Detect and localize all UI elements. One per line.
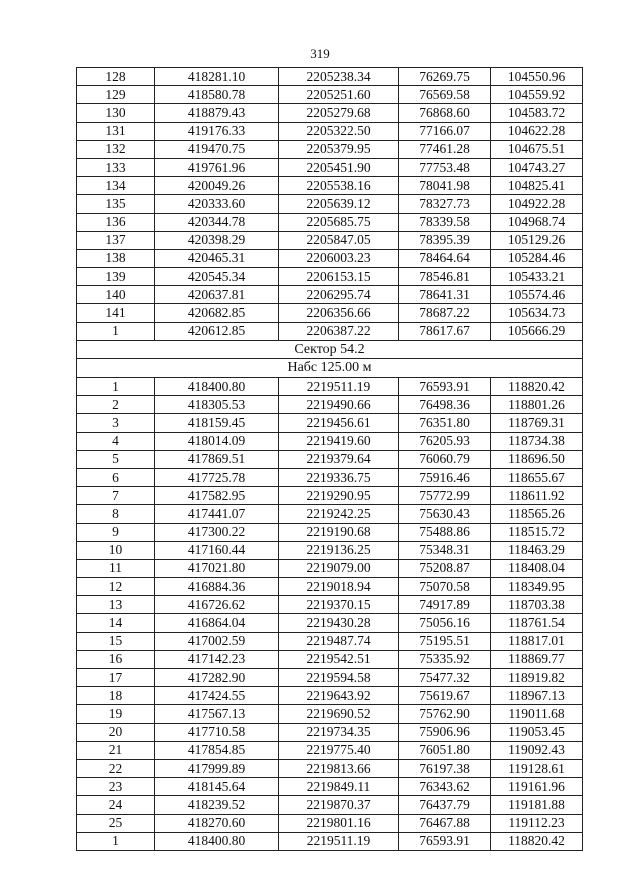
y-coordinate-cell: 2219690.52 [279,705,399,723]
x-local-cell: 77753.48 [399,158,491,176]
y-coordinate-cell: 2205639.12 [279,195,399,213]
x-local-cell: 78546.81 [399,268,491,286]
x-coordinate-cell: 418580.78 [155,86,279,104]
x-local-cell: 76060.79 [399,450,491,468]
point-number-cell: 133 [77,158,155,176]
point-number-cell: 25 [77,814,155,832]
x-coordinate-cell: 417424.55 [155,687,279,705]
x-coordinate-cell: 417710.58 [155,723,279,741]
section-header [77,340,583,377]
x-coordinate-cell: 417999.89 [155,759,279,777]
x-local-cell: 78339.58 [399,213,491,231]
table-row [77,450,583,468]
x-coordinate-cell: 417854.85 [155,741,279,759]
y-coordinate-cell: 2219136.25 [279,541,399,559]
y-local-cell: 104583.72 [491,104,583,122]
x-coordinate-cell: 420049.26 [155,177,279,195]
table-row [77,195,583,213]
point-number-cell: 132 [77,140,155,158]
point-number-cell: 24 [77,796,155,814]
table-row [77,632,583,650]
y-coordinate-cell: 2219190.68 [279,523,399,541]
x-local-cell: 74917.89 [399,596,491,614]
x-local-cell: 76593.91 [399,832,491,850]
table-row [77,432,583,450]
x-local-cell: 75335.92 [399,650,491,668]
x-local-cell: 78041.98 [399,177,491,195]
table-row [77,669,583,687]
y-coordinate-cell: 2206387.22 [279,322,399,340]
point-number-cell: 129 [77,86,155,104]
table-row [77,778,583,796]
y-coordinate-cell: 2219430.28 [279,614,399,632]
table-row [77,487,583,505]
y-coordinate-cell: 2219290.95 [279,487,399,505]
y-local-cell: 118769.31 [491,414,583,432]
point-number-cell: 140 [77,286,155,304]
y-local-cell: 118408.04 [491,559,583,577]
section-height: Набс 125.00 м [77,359,583,378]
x-coordinate-cell: 417021.80 [155,559,279,577]
point-number-cell: 14 [77,614,155,632]
x-local-cell: 78687.22 [399,304,491,322]
x-local-cell: 75348.31 [399,541,491,559]
y-local-cell: 118734.38 [491,432,583,450]
point-number-cell: 20 [77,723,155,741]
x-local-cell: 75056.16 [399,614,491,632]
y-local-cell: 118967.13 [491,687,583,705]
y-coordinate-cell: 2219018.94 [279,578,399,596]
x-coordinate-cell: 420344.78 [155,213,279,231]
x-local-cell: 75208.87 [399,559,491,577]
x-coordinate-cell: 416864.04 [155,614,279,632]
table-row [77,396,583,414]
y-coordinate-cell: 2205238.34 [279,68,399,86]
y-local-cell: 119112.23 [491,814,583,832]
x-coordinate-cell: 417282.90 [155,669,279,687]
point-number-cell: 18 [77,687,155,705]
y-local-cell: 104743.27 [491,158,583,176]
y-local-cell: 105284.46 [491,249,583,267]
table-row [77,86,583,104]
x-local-cell: 75070.58 [399,578,491,596]
table-row [77,614,583,632]
y-coordinate-cell: 2219490.66 [279,396,399,414]
y-local-cell: 105666.29 [491,322,583,340]
x-local-cell: 76269.75 [399,68,491,86]
x-local-cell: 75906.96 [399,723,491,741]
y-coordinate-cell: 2219849.11 [279,778,399,796]
x-local-cell: 76343.62 [399,778,491,796]
x-local-cell: 75477.32 [399,669,491,687]
x-coordinate-cell: 417582.95 [155,487,279,505]
table-row [77,177,583,195]
table-row [77,249,583,267]
point-number-cell: 8 [77,505,155,523]
y-coordinate-cell: 2205685.75 [279,213,399,231]
point-number-cell: 5 [77,450,155,468]
x-local-cell: 75488.86 [399,523,491,541]
table-row [77,723,583,741]
x-coordinate-cell: 418281.10 [155,68,279,86]
x-coordinate-cell: 418305.53 [155,396,279,414]
table-row [77,705,583,723]
x-coordinate-cell: 418159.45 [155,414,279,432]
y-local-cell: 119053.45 [491,723,583,741]
table-row [77,741,583,759]
point-number-cell: 19 [77,705,155,723]
table-section-2 [77,378,583,851]
y-local-cell: 104825.41 [491,177,583,195]
x-local-cell: 76593.91 [399,378,491,396]
y-coordinate-cell: 2219775.40 [279,741,399,759]
y-coordinate-cell: 2219813.66 [279,759,399,777]
point-number-cell: 22 [77,759,155,777]
table-row [77,505,583,523]
y-coordinate-cell: 2219511.19 [279,832,399,850]
y-local-cell: 118820.42 [491,378,583,396]
x-coordinate-cell: 417567.13 [155,705,279,723]
x-local-cell: 75762.90 [399,705,491,723]
x-coordinate-cell: 418400.80 [155,832,279,850]
table-row [77,578,583,596]
y-coordinate-cell: 2219370.15 [279,596,399,614]
y-local-cell: 118565.26 [491,505,583,523]
x-local-cell: 78327.73 [399,195,491,213]
table-row [77,122,583,140]
point-number-cell: 128 [77,68,155,86]
y-local-cell: 104559.92 [491,86,583,104]
point-number-cell: 16 [77,650,155,668]
point-number-cell: 21 [77,741,155,759]
point-number-cell: 139 [77,268,155,286]
x-local-cell: 76467.88 [399,814,491,832]
table-row [77,104,583,122]
x-local-cell: 78617.67 [399,322,491,340]
x-local-cell: 75195.51 [399,632,491,650]
x-coordinate-cell: 420333.60 [155,195,279,213]
x-coordinate-cell: 420465.31 [155,249,279,267]
x-local-cell: 76498.36 [399,396,491,414]
x-coordinate-cell: 418239.52 [155,796,279,814]
table-row [77,796,583,814]
point-number-cell: 10 [77,541,155,559]
point-number-cell: 134 [77,177,155,195]
table-row [77,650,583,668]
y-local-cell: 118515.72 [491,523,583,541]
y-local-cell: 104922.28 [491,195,583,213]
x-local-cell: 76351.80 [399,414,491,432]
point-number-cell: 23 [77,778,155,796]
y-coordinate-cell: 2219542.51 [279,650,399,668]
table-row [77,814,583,832]
y-coordinate-cell: 2219419.60 [279,432,399,450]
y-local-cell: 118703.38 [491,596,583,614]
y-local-cell: 118761.54 [491,614,583,632]
x-coordinate-cell: 418400.80 [155,378,279,396]
y-local-cell: 118820.42 [491,832,583,850]
table-row [77,68,583,86]
x-coordinate-cell: 417725.78 [155,468,279,486]
point-number-cell: 137 [77,231,155,249]
y-coordinate-cell: 2205379.95 [279,140,399,158]
coordinates-table [76,67,583,851]
x-coordinate-cell: 419761.96 [155,158,279,176]
point-number-cell: 4 [77,432,155,450]
y-local-cell: 105129.26 [491,231,583,249]
y-local-cell: 104675.51 [491,140,583,158]
point-number-cell: 130 [77,104,155,122]
point-number-cell: 7 [77,487,155,505]
x-local-cell: 76868.60 [399,104,491,122]
x-coordinate-cell: 417002.59 [155,632,279,650]
x-local-cell: 78464.64 [399,249,491,267]
table-row [77,304,583,322]
y-coordinate-cell: 2205451.90 [279,158,399,176]
point-number-cell: 1 [77,378,155,396]
x-coordinate-cell: 419470.75 [155,140,279,158]
y-local-cell: 104550.96 [491,68,583,86]
table-row [77,468,583,486]
y-coordinate-cell: 2206295.74 [279,286,399,304]
table-row [77,687,583,705]
x-local-cell: 76205.93 [399,432,491,450]
x-local-cell: 78395.39 [399,231,491,249]
x-coordinate-cell: 419176.33 [155,122,279,140]
y-coordinate-cell: 2219870.37 [279,796,399,814]
table-section-1 [77,68,583,341]
y-coordinate-cell: 2205279.68 [279,104,399,122]
x-coordinate-cell: 418270.60 [155,814,279,832]
x-local-cell: 76197.38 [399,759,491,777]
y-local-cell: 119011.68 [491,705,583,723]
x-local-cell: 78641.31 [399,286,491,304]
point-number-cell: 6 [77,468,155,486]
x-coordinate-cell: 417300.22 [155,523,279,541]
y-coordinate-cell: 2219594.58 [279,669,399,687]
point-number-cell: 11 [77,559,155,577]
x-coordinate-cell: 418145.64 [155,778,279,796]
table-row [77,414,583,432]
x-local-cell: 76569.58 [399,86,491,104]
point-number-cell: 135 [77,195,155,213]
y-local-cell: 118463.29 [491,541,583,559]
y-local-cell: 105574.46 [491,286,583,304]
point-number-cell: 138 [77,249,155,267]
x-coordinate-cell: 416726.62 [155,596,279,614]
point-number-cell: 2 [77,396,155,414]
x-coordinate-cell: 420612.85 [155,322,279,340]
table-row [77,523,583,541]
y-coordinate-cell: 2219801.16 [279,814,399,832]
y-coordinate-cell: 2205251.60 [279,86,399,104]
page-number: 319 [310,46,330,61]
y-coordinate-cell: 2219336.75 [279,468,399,486]
y-local-cell: 119161.96 [491,778,583,796]
point-number-cell: 15 [77,632,155,650]
point-number-cell: 1 [77,322,155,340]
y-local-cell: 118801.26 [491,396,583,414]
y-coordinate-cell: 2219511.19 [279,378,399,396]
table-row [77,268,583,286]
x-coordinate-cell: 420682.85 [155,304,279,322]
x-coordinate-cell: 417142.23 [155,650,279,668]
table-row [77,759,583,777]
y-local-cell: 104622.28 [491,122,583,140]
x-local-cell: 75619.67 [399,687,491,705]
table-row [77,140,583,158]
point-number-cell: 13 [77,596,155,614]
y-local-cell: 118349.95 [491,578,583,596]
table-row [77,322,583,340]
y-local-cell: 105634.73 [491,304,583,322]
y-coordinate-cell: 2219643.92 [279,687,399,705]
table-row [77,286,583,304]
x-local-cell: 77166.07 [399,122,491,140]
y-local-cell: 118919.82 [491,669,583,687]
x-local-cell: 77461.28 [399,140,491,158]
x-coordinate-cell: 417441.07 [155,505,279,523]
y-coordinate-cell: 2219734.35 [279,723,399,741]
y-local-cell: 119092.43 [491,741,583,759]
x-local-cell: 75630.43 [399,505,491,523]
y-local-cell: 119181.88 [491,796,583,814]
point-number-cell: 3 [77,414,155,432]
x-local-cell: 76437.79 [399,796,491,814]
x-coordinate-cell: 417160.44 [155,541,279,559]
y-local-cell: 119128.61 [491,759,583,777]
y-coordinate-cell: 2205322.50 [279,122,399,140]
point-number-cell: 136 [77,213,155,231]
point-number-cell: 1 [77,832,155,850]
y-local-cell: 105433.21 [491,268,583,286]
x-coordinate-cell: 418879.43 [155,104,279,122]
x-coordinate-cell: 416884.36 [155,578,279,596]
y-local-cell: 104968.74 [491,213,583,231]
point-number-cell: 131 [77,122,155,140]
table-row [77,596,583,614]
table-row [77,231,583,249]
point-number-cell: 12 [77,578,155,596]
x-local-cell: 76051.80 [399,741,491,759]
y-local-cell: 118655.67 [491,468,583,486]
table-row [77,832,583,850]
y-coordinate-cell: 2219456.61 [279,414,399,432]
y-coordinate-cell: 2219079.00 [279,559,399,577]
x-local-cell: 75772.99 [399,487,491,505]
y-coordinate-cell: 2206356.66 [279,304,399,322]
x-local-cell: 75916.46 [399,468,491,486]
y-local-cell: 118611.92 [491,487,583,505]
table-row [77,213,583,231]
point-number-cell: 141 [77,304,155,322]
point-number-cell: 9 [77,523,155,541]
table-row [77,559,583,577]
table-row [77,378,583,396]
section-title: Сектор 54.2 [77,340,583,359]
x-coordinate-cell: 420545.34 [155,268,279,286]
table-row [77,158,583,176]
y-coordinate-cell: 2219379.64 [279,450,399,468]
point-number-cell: 17 [77,669,155,687]
y-coordinate-cell: 2205538.16 [279,177,399,195]
y-local-cell: 118817.01 [491,632,583,650]
x-coordinate-cell: 417869.51 [155,450,279,468]
y-coordinate-cell: 2206153.15 [279,268,399,286]
y-coordinate-cell: 2205847.05 [279,231,399,249]
x-coordinate-cell: 420637.81 [155,286,279,304]
y-local-cell: 118696.50 [491,450,583,468]
y-coordinate-cell: 2219242.25 [279,505,399,523]
x-coordinate-cell: 420398.29 [155,231,279,249]
y-coordinate-cell: 2219487.74 [279,632,399,650]
table-row [77,541,583,559]
y-coordinate-cell: 2206003.23 [279,249,399,267]
y-local-cell: 118869.77 [491,650,583,668]
x-coordinate-cell: 418014.09 [155,432,279,450]
